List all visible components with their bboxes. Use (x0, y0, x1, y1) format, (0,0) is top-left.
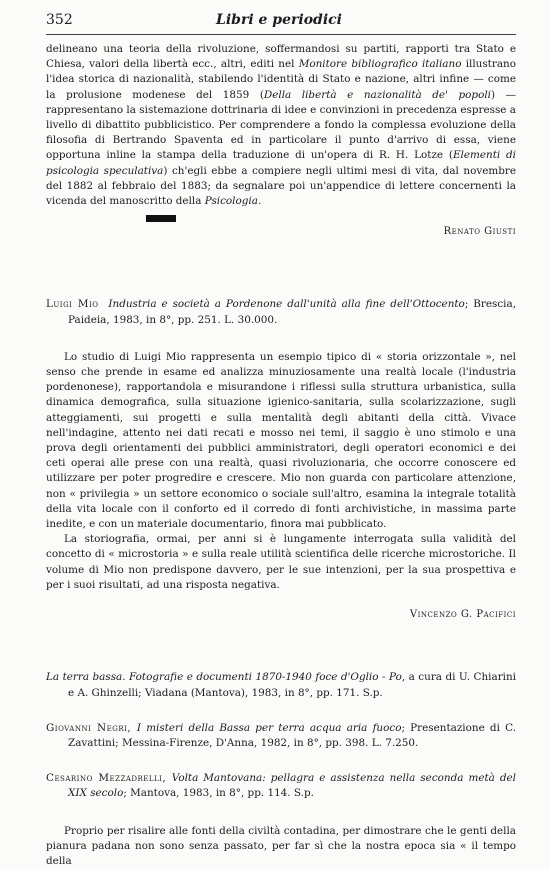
running-title: Libri e periodici (216, 12, 342, 28)
review-paragraph: La storiografia, ormai, per anni si è lungamente interrogata sulla validità del concetto di « microstoria » e sulla reale utilità scientifica delle ricerche microstoriche. Il volume di Mio non predispone davvero, per le sue intenzioni, per la sua prospettiva e per i suoi risultati, ad una risposta negativa. (46, 533, 516, 591)
book-entry-heading: Luigi Mio Industria e società a Pordenone dall'unità alla fine dell'Ottocento; Brescia, Paideia, 1983, in 8°, pp. 251. L. 30.000. (46, 298, 516, 326)
book-entry: Cesarino Mezzadrelli, Volta Mantovana: pellagra e assistenza nella seconda metà del XIX secolo; Mantova, 1983, in 8°, pp. 114. S.p. (46, 772, 516, 800)
page-body (46, 42, 516, 869)
page-header (40, 10, 518, 32)
review-paragraph: Proprio per risalire alle fonti della civiltà contadina, per dimostrare che le genti della pianura padana non sono senza passato, per far sì che la nostra epoca sia « il tempo della (46, 824, 516, 867)
book-title: Industria e società a Pordenone dall'unità alla fine dell'Ottocento (108, 298, 465, 311)
book-entry: Giovanni Negri, I misteri della Bassa per terra acqua aria fuoco; Presentazione di C. Zavattini; Messina-Firenze, D'Anna, 1982, in 8°, pp. 398. L. 7.250. (46, 721, 517, 749)
review-paragraph: Lo studio di Luigi Mio rappresenta un esempio tipico di « storia orizzontale », nel senso che prende in esame ed analizza minuziosamente una realtà locale (l'industria pordenonese), rapportandola e misurandone i riflessi sulla struttura urbanistica, sulla dinamica demografica, sulla situazione igienico-sanitaria, sulla scolarizzazione, sugli atteggiamenti, sui progetti e sulla mentalità degli abitanti della città. Vivace nell'indagine, attento nei dati recati e mosso nei temi, il saggio è uno stimolo e una prova degli orientamenti dei pubblici amministratori, degli operatori economici e dei ceti operai alle prese con una realtà, quasi rivoluzionaria, che occorre conoscere ed utilizzare per poter progredire e crescere. Mio non guarda con particolare attenzione, non « privilegia » un settore economico o sociale sull'altro, esamina la integrale totalità della vita locale con il conforto ed il corredo di fonti archivistiche, in massima parte inedite, e con un materiale documentario, finora mai pubblicato. (46, 350, 516, 531)
book-author: Luigi Mio (46, 298, 99, 311)
header-rule (46, 34, 516, 35)
page-number: 352 (46, 12, 73, 28)
ink-mark (146, 215, 176, 222)
reviewer-signature: Vincenzo G. Pacifici (409, 609, 516, 621)
review-paragraph: delineano una teoria della rivoluzione, soffermandosi su partiti, rapporti tra Stato e Chiesa, valori della libertà ecc., altri, editi nel Monitore bibliografico italiano illustrano l'idea storica di nazionalità, stabilendo l'identità di Stato e nazione, altri infine — come la prolusione modenese del 1859 (Della libertà e nazionalità de' popoli) — rappresentano la sistemazione dottrinaria di idee e convinzioni in precedenza espresse a livello di dibattito pubblicistico. Per comprendere a fondo la complessa evoluzione della filosofia di Bertrando Spaventa ed in particolare il punto d'arrivo di essa, viene opportuna inline la stampa della traduzione di un'opera di R. H. Lotze (Elementi di psicologia speculativa) ch'egli ebbe a compiere negli ultimi mesi di vita, dal novembre del 1882 al febbraio del 1883; da segnalare poi un'appendice di lettere concernenti la vicenda del manoscritto della Psicologia. (46, 43, 517, 208)
reviewer-signature: Renato Giusti (443, 226, 516, 238)
book-entry: La terra bassa. Fotografie e documenti 1870-1940 foce d'Oglio - Po, a cura di U. Chiarini e A. Ghinzelli; Viadana (Mantova), 1983, in 8°, pp. 171. S.p. (46, 671, 516, 699)
